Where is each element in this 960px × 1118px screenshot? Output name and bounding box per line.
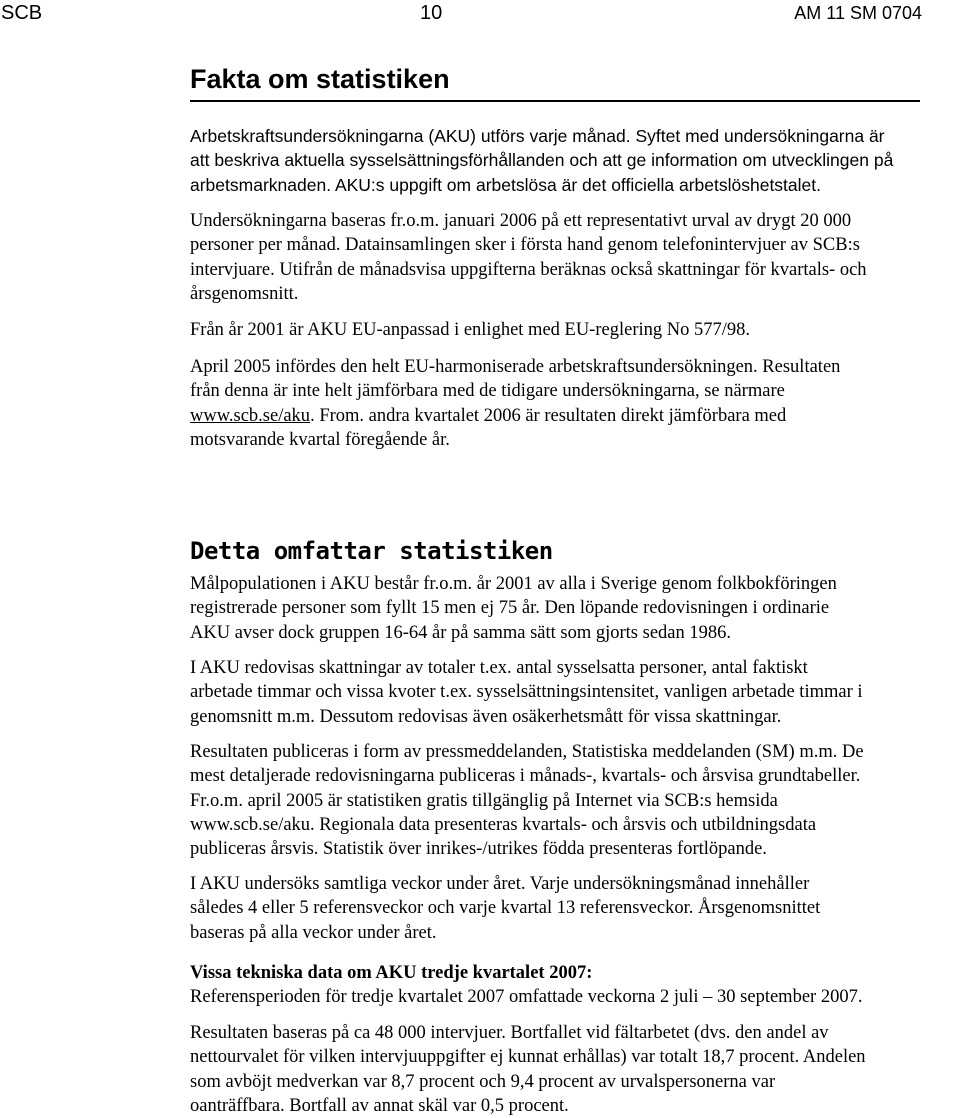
paragraph-estimates bbox=[190, 656, 863, 729]
paragraph-eu-harmonisation bbox=[190, 355, 840, 452]
paragraph-purpose bbox=[190, 124, 893, 197]
text-line: Målpopulationen i AKU består fr.o.m. år 2001 av alla i Sverige genom folkbokföringen bbox=[190, 574, 837, 594]
text-line: I AKU undersöks samtliga veckor under året. Varje undersökningsmånad innehåller bbox=[190, 874, 810, 894]
publication-code: AM 11 SM 0704 bbox=[794, 3, 922, 23]
text-line: oanträffbara. Bortfall av annat skäl var 0,5 procent. bbox=[190, 1095, 569, 1116]
text-line: publiceras årsvis. Statistik över inrikes-/utrikes födda presenteras fortlöpande. bbox=[190, 839, 767, 860]
section-title-omfattar: Detta omfattar statistiken bbox=[190, 537, 553, 565]
text-line: nettourvalet för vilken intervjuuppgifter ej kunnat erhållas) var totalt 18,7 procent. Andelen bbox=[190, 1047, 866, 1068]
text-line: Fr.o.m. april 2005 är statistiken gratis tillgänglig på Internet via SCB:s hemsida bbox=[190, 790, 778, 811]
text-line: som avböjt medverkan var 8,7 procent och 9,4 procent av urvalspersonerna var bbox=[190, 1071, 776, 1092]
technical-data-heading: Vissa tekniska data om AKU tredje kvartalet 2007: bbox=[190, 963, 593, 983]
paragraph-publication bbox=[190, 740, 864, 861]
text-line: intervjuare. Utifrån de månadsvisa uppgifterna beräknas också skattningar för kvartals- och bbox=[190, 259, 867, 280]
text-line: genomsnitt m.m. Dessutom redovisas även osäkerhetsmått för vissa skattningar. bbox=[190, 706, 782, 727]
text-line: Arbetskraftsundersökningarna (AKU) utförs varje månad. Syftet med undersökningarna är bbox=[190, 126, 885, 146]
page-number: 10 bbox=[420, 2, 443, 24]
paragraph-population bbox=[190, 572, 837, 645]
paragraph-eu-regulation bbox=[190, 318, 750, 342]
text-line bbox=[190, 961, 862, 985]
text-line: från denna är inte helt jämförbara med de tidigare undersökningarna, se närmare bbox=[190, 381, 785, 402]
text-line: April 2005 infördes den helt EU-harmoniserade arbetskraftsundersökningen. Resultaten bbox=[190, 357, 841, 377]
text-line: Undersökningarna baseras fr.o.m. januari 2006 på ett representativt urval av drygt 20 000 bbox=[190, 211, 852, 231]
text-line: motsvarande kvartal föregående år. bbox=[190, 429, 450, 450]
text-line: att beskriva aktuella sysselsättningsförhållanden och att ge information om utvecklingen på bbox=[190, 150, 894, 171]
text-line: arbetsmarknaden. AKU:s uppgift om arbetslösa är det officiella arbetslöshetstalet. bbox=[190, 174, 821, 195]
paragraph-technical-data bbox=[190, 961, 862, 1010]
section-title-fakta: Fakta om statistiken bbox=[190, 64, 450, 94]
paragraph-sample bbox=[190, 209, 867, 306]
text-line: AKU avser dock gruppen 16-64 år på samma sätt som gjorts sedan 1986. bbox=[190, 622, 732, 643]
text-line: Från år 2001 är AKU EU-anpassad i enlighet med EU-reglering No 577/98. bbox=[190, 320, 750, 340]
text-line: Resultaten publiceras i form av pressmeddelanden, Statistiska meddelanden (SM) m.m. De bbox=[190, 742, 864, 762]
text-line: registrerade personer som fyllt 15 men ej 75 år. Den löpande redovisningen i ordinarie bbox=[190, 598, 830, 619]
paragraph-reference-weeks bbox=[190, 872, 820, 945]
text-line: mest detaljerade redovisningarna publiceras i månads-, kvartals- och årsvisa grundtabeller. bbox=[190, 766, 861, 787]
header-agency: SCB bbox=[1, 2, 43, 24]
text-line: årsgenomsnitt. bbox=[190, 283, 299, 304]
text-line: Referensperioden för tredje kvartalet 2007 omfattade veckorna 2 juli – 30 september 2007. bbox=[190, 987, 863, 1008]
text-line: baseras på alla veckor under året. bbox=[190, 922, 437, 943]
paragraph-nonresponse bbox=[190, 1021, 866, 1118]
scb-aku-link[interactable]: www.scb.se/aku bbox=[190, 405, 311, 426]
text-fragment: . From. andra kvartalet 2006 är resultaten direkt jämförbara med bbox=[310, 405, 787, 426]
title-underline bbox=[190, 100, 920, 102]
text-line: personer per månad. Datainsamlingen sker i första hand genom telefonintervjuer av SCB:s bbox=[190, 235, 860, 256]
text-line bbox=[190, 404, 840, 428]
text-line: Resultaten baseras på ca 48 000 intervjuer. Bortfallet vid fältarbetet (dvs. den andel av bbox=[190, 1023, 829, 1043]
text-line: www.scb.se/aku. Regionala data presenteras kvartals- och årsvis och utbildningsdata bbox=[190, 814, 817, 835]
text-line: således 4 eller 5 referensveckor och varje kvartal 13 referensveckor. Årsgenomsnittet bbox=[190, 898, 821, 919]
text-line: I AKU redovisas skattningar av totaler t.ex. antal sysselsatta personer, antal faktiskt bbox=[190, 658, 808, 678]
text-line: arbetade timmar och vissa kvoter t.ex. sysselsättningsintensitet, vanligen arbetade timmar i bbox=[190, 682, 863, 703]
